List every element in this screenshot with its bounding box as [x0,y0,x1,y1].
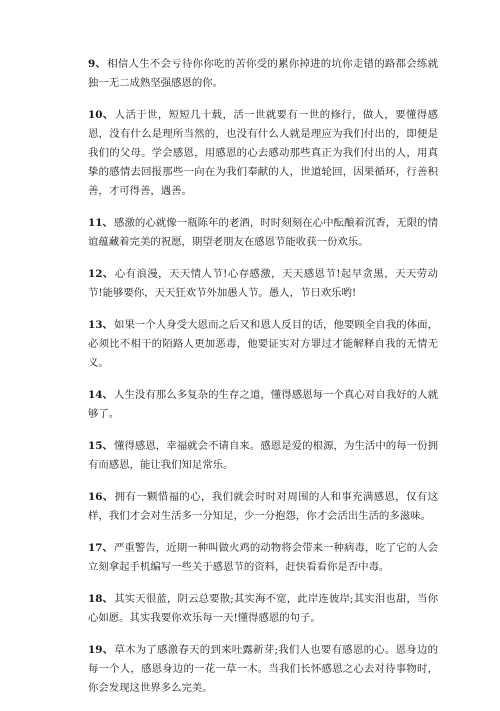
item-number: 14、 [88,389,113,401]
item-text: 感激的心就像一瓶陈年的老酒，时时刻刻在心中酝酿着沉香，无限的情谊蕴藏着完美的祝愿，期望老朋友在感恩节能收获一份欢乐。 [88,217,438,248]
item-text: 人活于世，短短几十载，活一世就要有一世的修行，做人，要懂得感恩，没有什么是理所当然的，也没有什么人就是理应为我们付出的，即便是我们的父母。学会感恩，用感恩的心去感动那些真正为我们付出的人，用真挚的感情去回报那些一向在为我们奉献的人，世道轮回，因果循环，行善积善，才可得善，遇善。 [88,109,438,197]
list-item [88,55,438,93]
item-number: 17、 [88,542,113,554]
item-number: 11、 [88,217,113,229]
list-item [88,386,438,424]
item-number: 12、 [88,268,114,280]
item-number: 13、 [88,319,113,331]
item-text: 拥有一颗惜福的心，我们就会时时对周围的人和事充满感恩，仅有这样，我们才会对生活多一分知足，少一分抱怨，你才会活出生活的多滋味。 [88,491,438,522]
item-number: 15、 [88,440,113,452]
item-text: 草木为了感激春天的到来吐露新芽;我们人也要有感恩的心。恩身边的每一个人，感恩身边的一花一草一木。当我们长怀感恩之心去对待事物时，你会发现这世界多么完美。 [88,644,439,694]
list-item [88,106,438,201]
list-item [88,437,438,475]
list-item [88,265,438,303]
item-text: 人生没有那么多复杂的生存之道，懂得感恩每一个真心对自我好的人就够了。 [88,389,438,420]
list-item [88,539,438,577]
item-text: 严重警告，近期一种叫做火鸡的动物将会带来一种病毒，吃了它的人会立刻拿起手机编写一些关于感恩节的资料，赶快看看你是否中毒。 [88,542,438,573]
item-text: 懂得感恩，幸福就会不请自来。感恩是爱的根源，为生活中的每一份拥有而感恩，能让我们知足常乐。 [88,440,438,471]
item-text: 心有浪漫，天天情人节!心存感激，天天感恩节!起早贪黑，天天劳动节!能够要你，天天狂欢节外加愚人节。愚人，节日欢乐哟! [88,268,438,299]
item-number: 10、 [88,109,114,121]
item-number: 16、 [88,491,114,503]
list-item [88,641,438,698]
list-item [88,316,438,373]
item-number: 9、 [88,58,107,70]
quote-list [88,55,438,711]
item-number: 19、 [88,644,114,656]
item-text: 相信人生不会亏待你你吃的苦你受的累你掉进的坑你走错的路都会练就独一无二成熟坚强感恩的你。 [88,58,438,89]
item-number: 18、 [88,593,114,605]
list-item [88,488,438,526]
list-item [88,214,438,252]
list-item [88,590,438,628]
item-text: 如果一个人身受大恩而之后又和恩人反目的话，他要顾全自我的体面，必须比不相干的陌路人更加恶毒，他要证实对方罪过才能解释自我的无情无义。 [88,319,438,369]
item-text: 其实天很蓝，阴云总要散;其实海不宽，此岸连彼岸;其实泪也甜，当你心如愿。其实我要你欢乐每一天!懂得感恩的句子。 [88,593,438,624]
